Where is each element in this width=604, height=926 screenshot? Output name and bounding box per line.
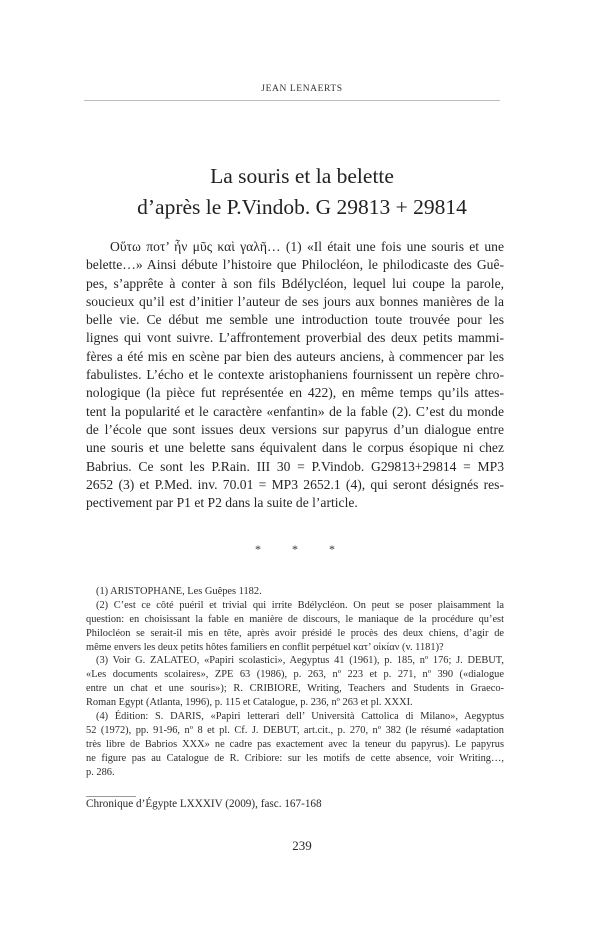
body-line: fabulistes. L’écho et le contexte aristophaniens fournissent un repère chro- bbox=[86, 367, 504, 383]
body-line: Babrius. Ce sont les P.Rain. III 30 = P.Vindob. G29813+29814 = MP3 bbox=[86, 458, 504, 474]
body-line: lignes qui vont suivre. L’affrontement proverbial des deux petits mammi- bbox=[86, 330, 504, 346]
footnote-line: question: en choisissant la fable en manière de discours, le maniaque de la procédure qu’est bbox=[86, 613, 504, 625]
running-head: JEAN LENAERTS bbox=[261, 84, 343, 94]
body-line: tent la popularité et le caractère «enfantin» de la fable (2). C’est du monde bbox=[86, 403, 504, 419]
body-line: de l’école que sont issues deux versions sur papyrus d’un dialogue entre bbox=[86, 421, 504, 437]
body-text bbox=[86, 238, 504, 512]
page-number: 239 bbox=[292, 838, 312, 853]
title-line-1: La souris et la belette bbox=[210, 164, 394, 188]
footnote-line: «Les documents scolaires», ZPE 63 (1986), p. 263, nº 223 et p. 271, nº 390 («dialogue bbox=[86, 669, 504, 681]
section-separator: * * * bbox=[255, 542, 349, 556]
title-line-2: d’après le P.Vindob. G 29813 + 29814 bbox=[137, 195, 467, 219]
footnote-line: p. 286. bbox=[86, 766, 115, 778]
footnotes bbox=[86, 585, 504, 779]
body-line: 2652 (3) et P.Med. inv. 70.01 = MP3 2652.1 (4), qui seront désignés res- bbox=[86, 476, 504, 492]
footnote-line: 52 (1972), pp. 91-96, nº 8 et pl. Cf. J. DEBUT, art.cit., p. 270, nº 382 (le résumé «adaptation bbox=[86, 724, 504, 736]
header-rule bbox=[84, 100, 500, 101]
footer-rule bbox=[86, 796, 136, 797]
journal-citation: Chronique d’Égypte LXXXIV (2009), fasc. 167-168 bbox=[86, 798, 322, 810]
footnote-line: (2) C’est ce côté puéril et trivial qui irrite Bdélycléon. On peut se poser plaisamment la bbox=[96, 599, 504, 611]
footnote-line: Philocléon se serait-il mis en tête, après avoir présidé le procès des deux chiens, d’agir de bbox=[86, 627, 504, 639]
footnote-line: ne figure pas au Catalogue de R. Cribiore: sur les motifs de cette absence, voir Writing…, bbox=[86, 752, 504, 764]
body-line: une souris et une belette sans équivalent dans le corpus ésopique ni chez bbox=[86, 440, 504, 456]
body-line: soucieux qu’il est d’initier l’auteur de ses jours aux bonnes manières de la bbox=[86, 293, 504, 309]
footnote-line: (4) Édition: S. DARIS, «Papiri letterari dell’ Università Cattolica di Milano», Aegyptus bbox=[96, 711, 504, 723]
footnote-line: (3) Voir G. ZALATEO, «Papiri scolastici», Aegyptus 41 (1961), p. 185, nº 176; J. DEBUT, bbox=[96, 655, 504, 667]
footnote-line: Roman Egypt (Atlanta, 1996), p. 115 et Catalogue, p. 236, nº 263 et pl. XXXI. bbox=[86, 697, 413, 709]
footnote-line: très libre de Babrios XXX» ne cadre pas exactement avec la teneur du papyrus). Le papyrus bbox=[86, 738, 504, 750]
body-line: fères a été mis en scène par bien des auteurs anciens, à commencer par les bbox=[86, 348, 504, 364]
body-line: belette…» Ainsi débute l’histoire que Philocléon, le philodicaste des Guê- bbox=[86, 257, 504, 273]
footnote-line: (1) ARISTOPHANE, Les Guêpes 1182. bbox=[96, 586, 262, 597]
footnote-line: même envers les deux petits hôtes familiers en conflit perpétuel κατ’ οἰκίαν (v. 1181)? bbox=[86, 641, 444, 653]
body-line: Οὕτω ποτ’ ἦν μῦς καὶ γαλῆ… (1) «Il était une fois une souris et une bbox=[110, 239, 504, 254]
footnote-line: entre un chat et une souris»); R. CRIBIORE, Writing, Teachers and Students in Graeco- bbox=[86, 683, 504, 695]
body-line: nologique (la pièce fut représentée en 422), en même temps qu’ils attes- bbox=[86, 385, 504, 401]
article-title bbox=[70, 161, 534, 223]
body-line: belle vie. Ce début me semble une introduction toute trouvée pour les bbox=[86, 312, 504, 328]
body-line: pectivement par P1 et P2 dans la suite de l’article. bbox=[86, 495, 358, 511]
body-line: pes, s’apprête à conter à son fils Bdélycléon, lequel lui coupe la parole, bbox=[86, 275, 504, 291]
